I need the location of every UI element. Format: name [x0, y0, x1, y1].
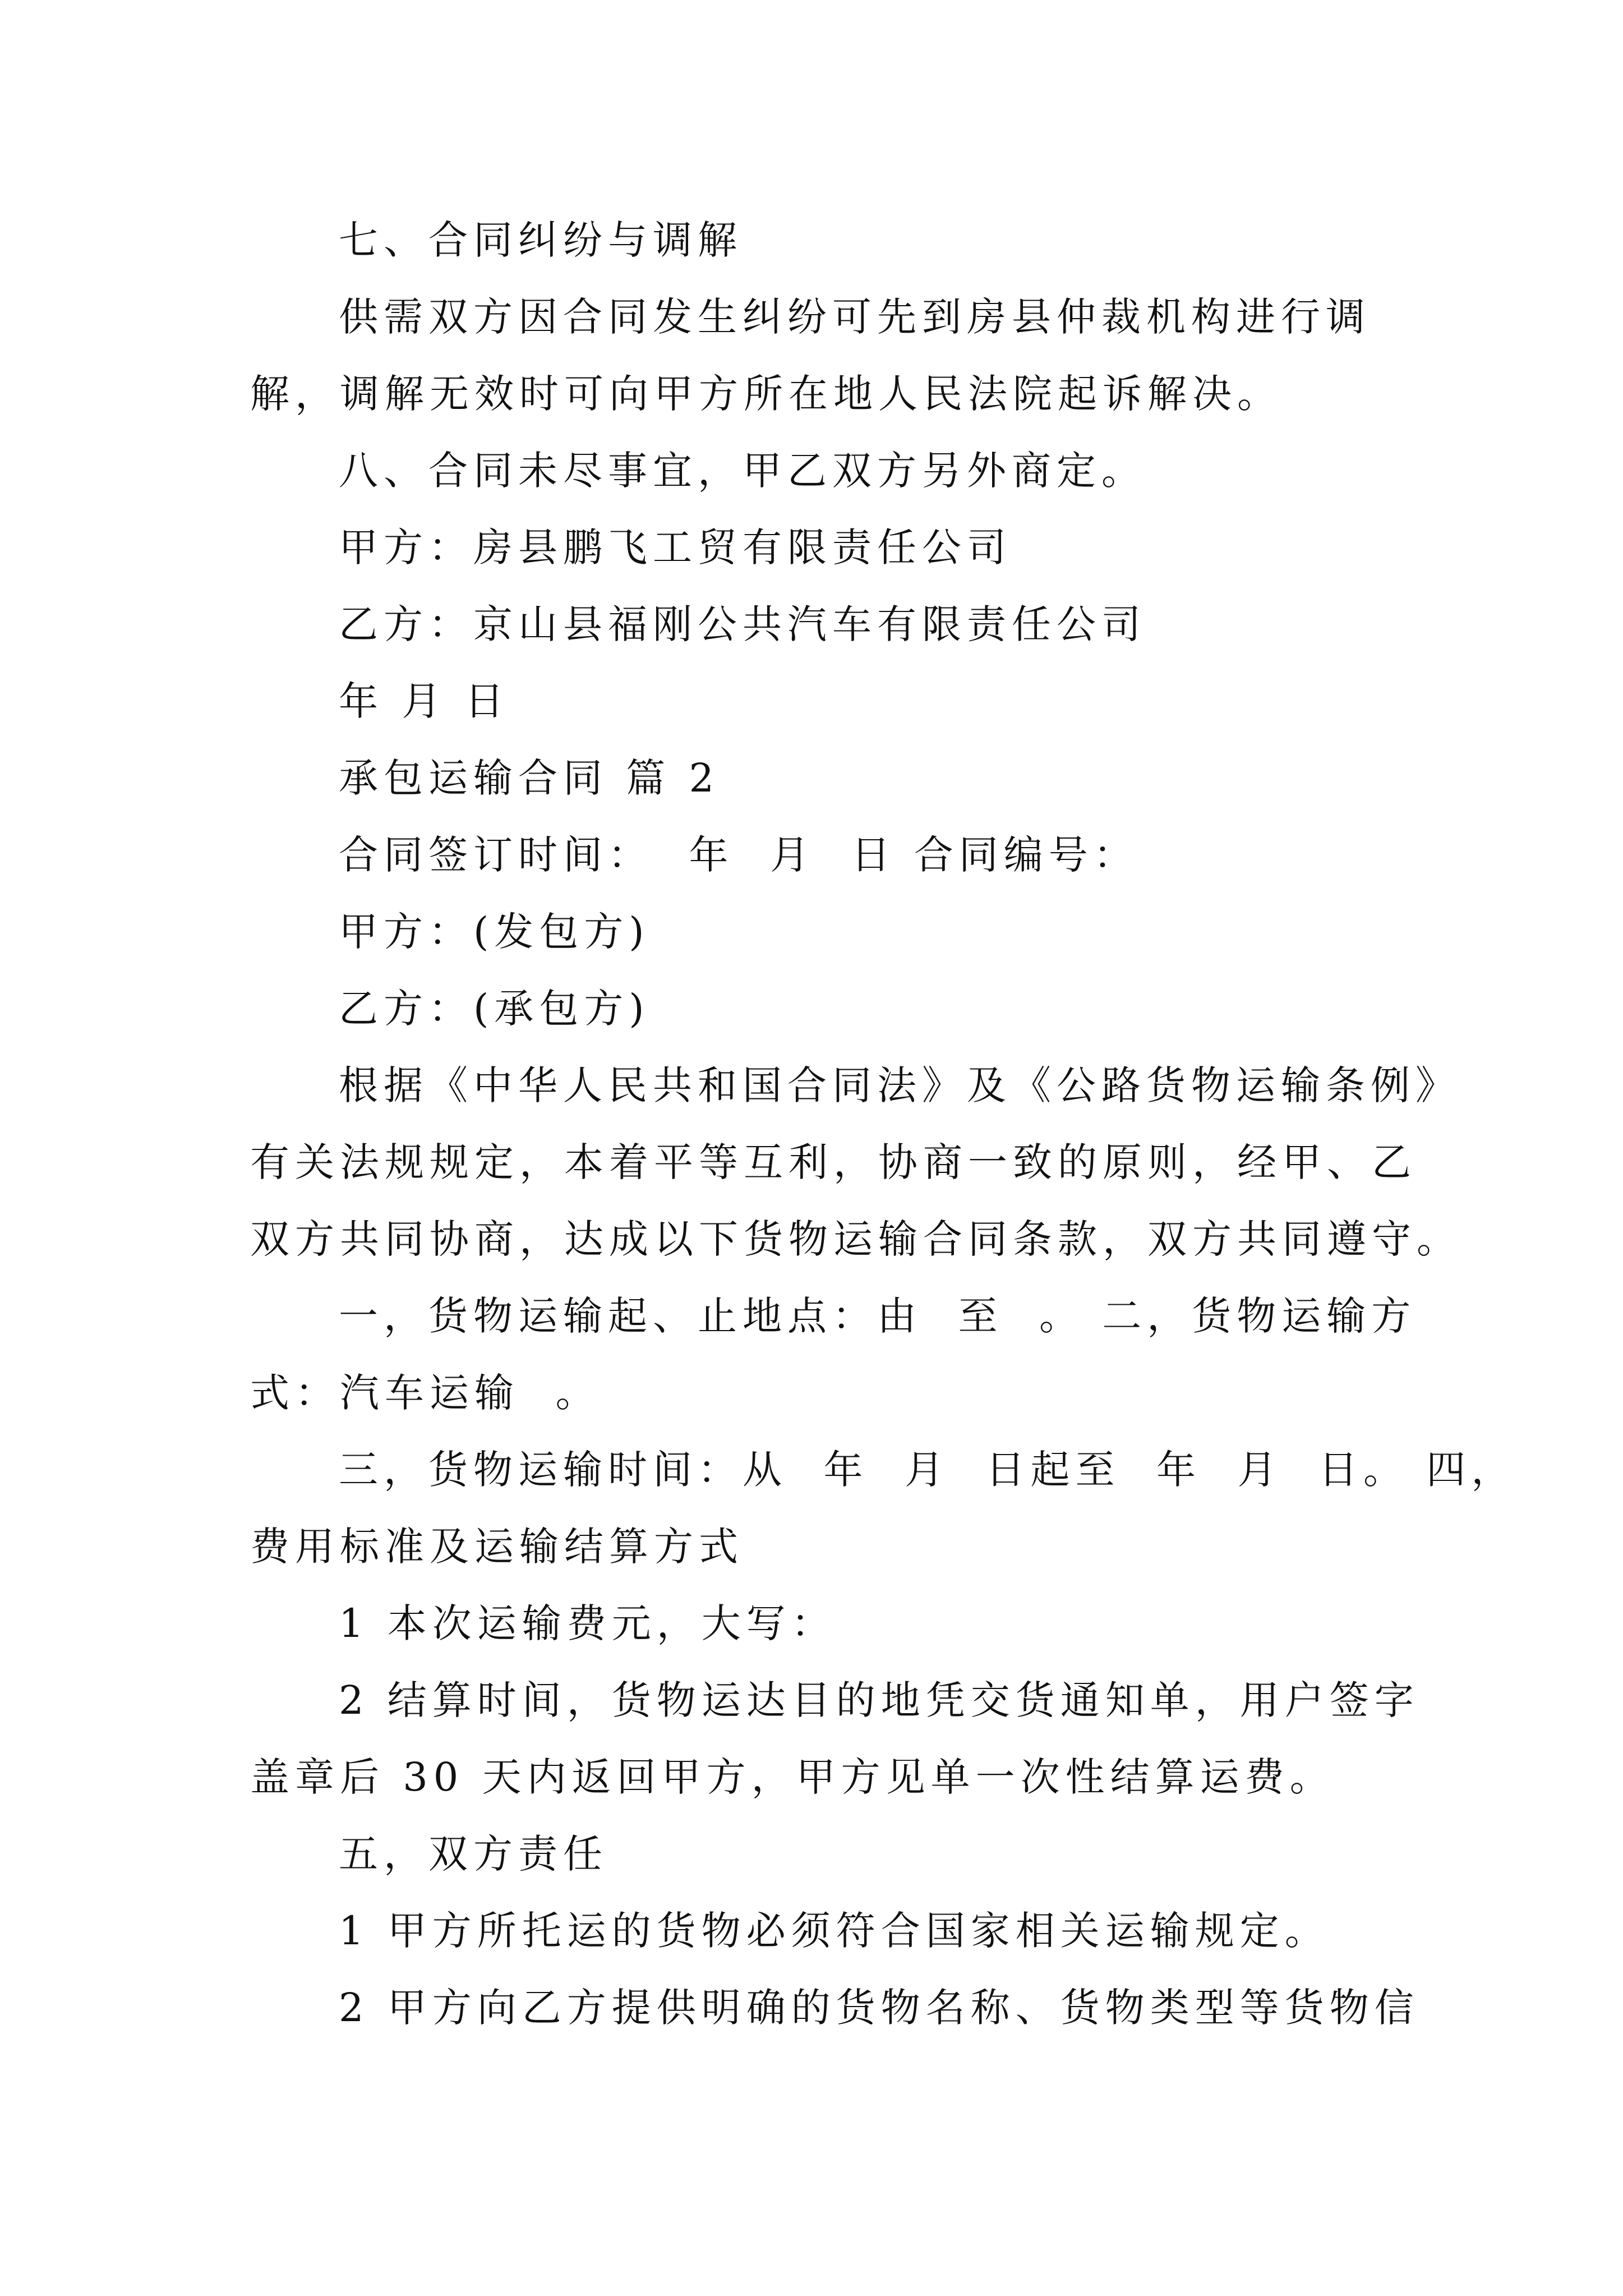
party-a-line: 甲方：(发包方)	[339, 909, 650, 955]
clause-line: 式：汽车运输 。	[250, 1370, 601, 1416]
party-a-line: 甲方：房县鹏飞工贸有限责任公司	[339, 524, 1012, 570]
section-heading: 七、合同纠纷与调解	[339, 217, 743, 263]
paragraph-line: 解，调解无效时可向甲方所在地人民法院起诉解决。	[250, 371, 1282, 417]
paragraph-line: 有关法规规定，本着平等互利，协商一致的原则，经甲、乙	[250, 1139, 1417, 1185]
contract-meta-line: 合同签订时间： 年 月 日 合同编号：	[339, 832, 1138, 878]
clause-line: 三，货物运输时间：从 年 月 日起至 年 月 日。 四，	[339, 1447, 1516, 1493]
date-line: 年 月 日	[339, 678, 510, 724]
clause-item: 2 甲方向乙方提供明确的货物名称、货物类型等货物信	[339, 1985, 1419, 2031]
document-title: 承包运输合同 篇 2	[339, 755, 720, 801]
clause-item: 1 甲方所托运的货物必须符合国家相关运输规定。	[339, 1908, 1330, 1954]
clause-line: 一，货物运输起、止地点：由 至 。 二，货物运输方	[339, 1293, 1417, 1339]
party-b-line: 乙方：(承包方)	[339, 986, 650, 1032]
section-heading: 八、合同未尽事宜，甲乙双方另外商定。	[339, 448, 1146, 494]
clause-item: 2 结算时间，货物运达目的地凭交货通知单，用户签字	[339, 1677, 1419, 1723]
document-body	[250, 202, 1516, 2046]
clause-item: 1 本次运输费元，大写：	[339, 1600, 836, 1646]
paragraph-line: 根据《中华人民共和国合同法》及《公路货物运输条例》	[339, 1062, 1460, 1108]
clause-line: 费用标准及运输结算方式	[250, 1524, 744, 1570]
paragraph-line: 双方共同协商，达成以下货物运输合同条款，双方共同遵守。	[250, 1216, 1461, 1262]
party-b-line: 乙方：京山县福刚公共汽车有限责任公司	[339, 601, 1146, 647]
clause-item: 盖章后 30 天内返回甲方，甲方见单一次性结算运费。	[250, 1754, 1335, 1800]
section-heading: 五，双方责任	[339, 1831, 608, 1877]
paragraph-line: 供需双方因合同发生纠纷可先到房县仲裁机构进行调	[339, 294, 1371, 340]
